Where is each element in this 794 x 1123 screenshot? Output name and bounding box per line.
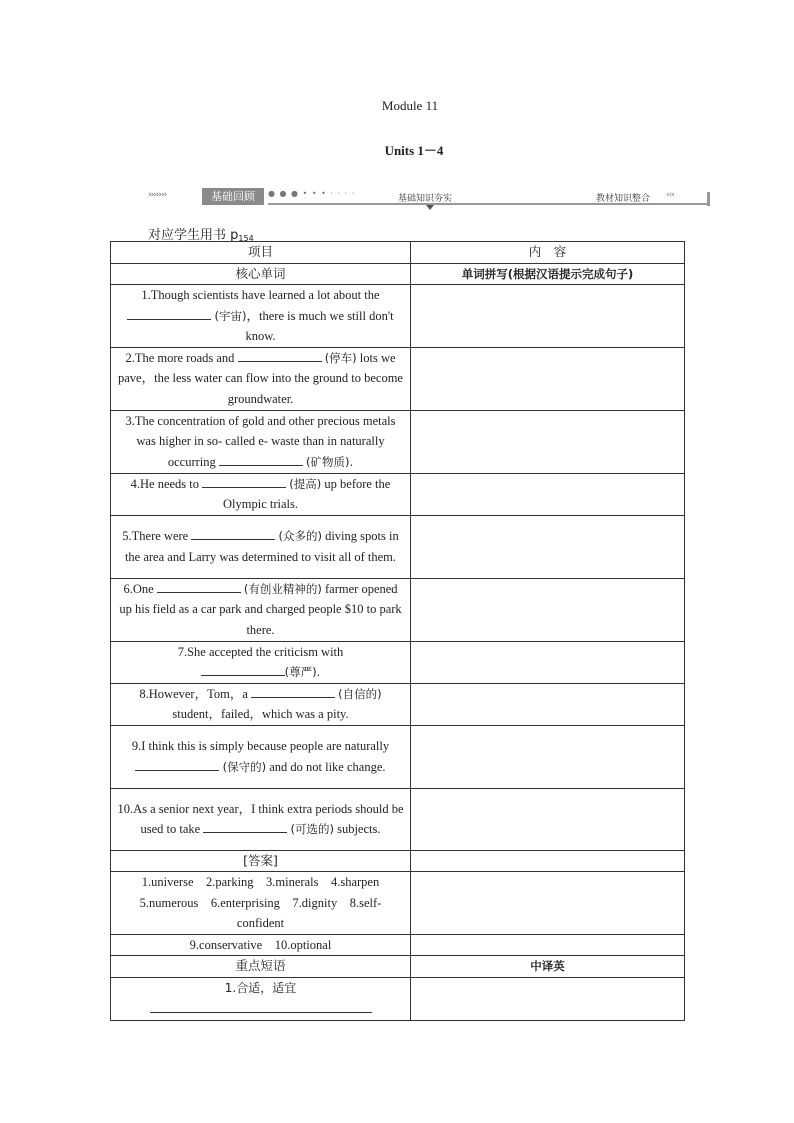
answer-cell bbox=[411, 850, 685, 872]
table-row bbox=[111, 788, 685, 850]
units-title: Units 1－4 bbox=[384, 143, 444, 158]
table-row bbox=[111, 347, 685, 410]
dots-decoration: ● ● ● • • • · · · · bbox=[268, 189, 356, 198]
answer-label-row bbox=[111, 850, 685, 872]
answer-blank[interactable] bbox=[157, 580, 241, 593]
table-row bbox=[111, 683, 685, 725]
reference-page: 154 bbox=[238, 234, 254, 243]
answers-text: 1.universe 2.parking 3.minerals 4.sharpen 5.numerous 6.enterprising 7.dignity 8.self-confident bbox=[111, 872, 411, 935]
section-translate-instruction: 中译英 bbox=[411, 956, 685, 978]
answer-cell[interactable] bbox=[411, 515, 685, 578]
answer-cell[interactable] bbox=[411, 347, 685, 410]
question-9: 9.I think this is simply because people are naturally (保守的) and do not like change. bbox=[111, 725, 411, 788]
triangle-down-icon bbox=[426, 205, 434, 210]
section-spelling-instruction: 单词拼写(根据汉语提示完成句子) bbox=[411, 263, 685, 285]
question-4: 4.He needs to (提高) up before the Olympic trials. bbox=[111, 473, 411, 515]
answer-blank[interactable] bbox=[135, 758, 219, 771]
answers-row bbox=[111, 934, 685, 956]
col-header-item: 项目 bbox=[111, 242, 411, 264]
question-3: 3.The concentration of gold and other precious metals was higher in so- called e- waste than in naturally occurring (矿物质). bbox=[111, 410, 411, 473]
question-8: 8.However，Tom，a (自信的) student，failed，which was a pity. bbox=[111, 683, 411, 725]
answers-text-2: 9.conservative 10.optional bbox=[111, 934, 411, 956]
double-chevron-right-icon: ››››››› bbox=[148, 190, 167, 200]
answer-blank[interactable] bbox=[201, 663, 285, 676]
answer-blank[interactable] bbox=[251, 685, 335, 698]
table-row bbox=[111, 515, 685, 578]
answer-blank[interactable] bbox=[191, 527, 275, 540]
answer-label: [答案] bbox=[111, 850, 411, 872]
answer-cell[interactable] bbox=[411, 725, 685, 788]
answer-blank[interactable] bbox=[238, 349, 322, 362]
banner-right-label: 教材知识整合 bbox=[596, 194, 651, 204]
answer-cell[interactable] bbox=[411, 683, 685, 725]
answer-cell[interactable] bbox=[411, 578, 685, 641]
table-row bbox=[111, 473, 685, 515]
section-row-phrases bbox=[111, 956, 685, 978]
section-row-words bbox=[111, 263, 685, 285]
banner-end-bar bbox=[707, 192, 710, 206]
section-core-words: 核心单词 bbox=[111, 263, 411, 285]
answer-cell[interactable] bbox=[411, 473, 685, 515]
question-2: 2.The more roads and (停车) lots we pave，the less water can flow into the ground to become groundwater. bbox=[111, 347, 411, 410]
answer-cell[interactable] bbox=[411, 410, 685, 473]
exercise-table bbox=[110, 241, 685, 1021]
question-6: 6.One (有创业精神的) farmer opened up his field as a car park and charged people $10 to park there. bbox=[111, 578, 411, 641]
answer-cell bbox=[411, 934, 685, 956]
answer-blank[interactable] bbox=[150, 998, 372, 1013]
reference-prefix: 对应学生用书 p bbox=[148, 228, 239, 243]
table-row bbox=[111, 977, 685, 1020]
section-banner bbox=[148, 186, 710, 212]
col-header-content: 内 容 bbox=[411, 242, 685, 264]
answer-blank[interactable] bbox=[219, 453, 303, 466]
answer-blank[interactable] bbox=[127, 307, 211, 320]
answer-cell[interactable] bbox=[411, 285, 685, 348]
table-row bbox=[111, 641, 685, 683]
answer-cell[interactable] bbox=[411, 788, 685, 850]
question-1: 1.Though scientists have learned a lot about the (宇宙)，there is much we still don't know. bbox=[111, 285, 411, 348]
table-row bbox=[111, 410, 685, 473]
question-5: 5.There were (众多的) diving spots in the area and Larry was determined to visit all of them. bbox=[111, 515, 411, 578]
double-chevron-left-icon: ‹‹‹ bbox=[666, 190, 674, 200]
phrase-1: 1.合适，适宜 bbox=[111, 977, 411, 1020]
question-7: 7.She accepted the criticism with (尊严). bbox=[111, 641, 411, 683]
answer-cell bbox=[411, 872, 685, 935]
banner-mid-label: 基础知识夯实 bbox=[398, 194, 453, 204]
answer-blank[interactable] bbox=[203, 820, 287, 833]
table-row bbox=[111, 725, 685, 788]
section-key-phrases: 重点短语 bbox=[111, 956, 411, 978]
answers-row bbox=[111, 872, 685, 935]
table-row bbox=[111, 578, 685, 641]
answer-cell[interactable] bbox=[411, 641, 685, 683]
module-title: Module 11 bbox=[381, 98, 439, 113]
question-10: 10.As a senior next year，I think extra periods should be used to take (可选的) subjects. bbox=[111, 788, 411, 850]
answer-cell[interactable] bbox=[411, 977, 685, 1020]
answer-blank[interactable] bbox=[202, 475, 286, 488]
banner-tag: 基础回顾 bbox=[202, 188, 264, 205]
table-row bbox=[111, 285, 685, 348]
table-header-row bbox=[111, 242, 685, 264]
